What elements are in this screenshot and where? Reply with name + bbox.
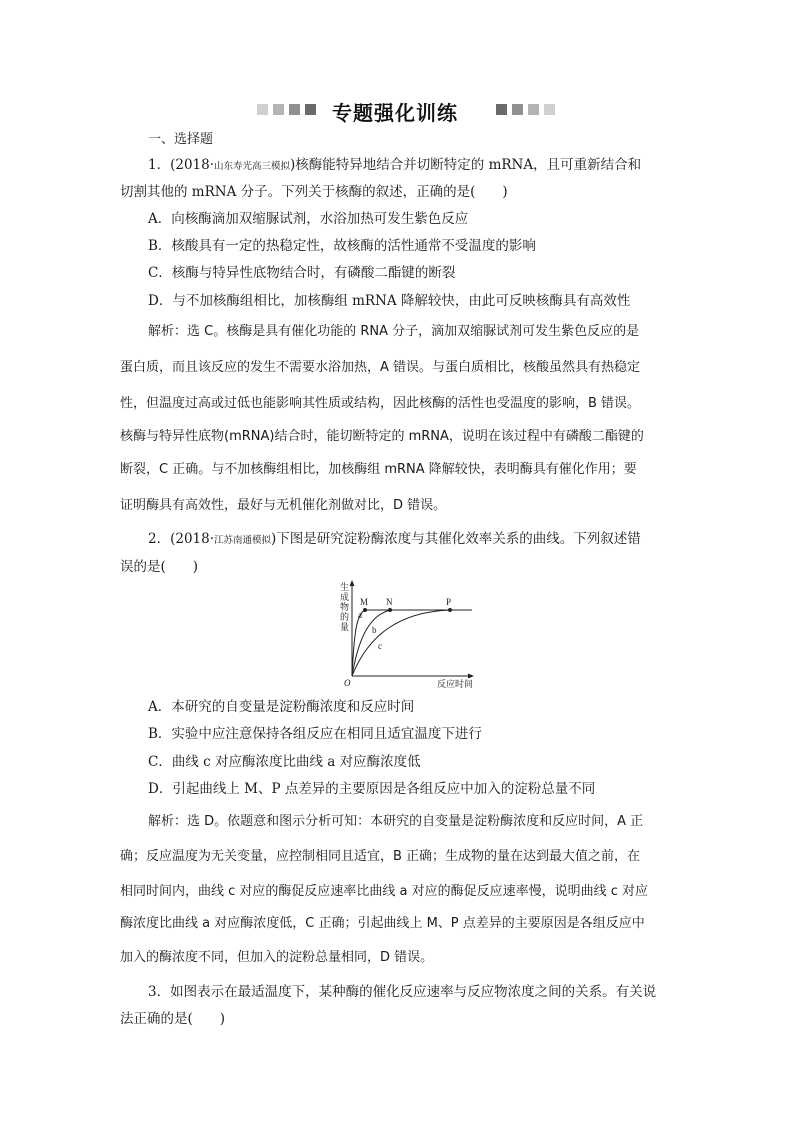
decor-square-icon: [496, 104, 507, 115]
decor-square-icon: [289, 104, 300, 115]
q3-stem-line-1: 3．如图表示在最适温度下，某种酶的催化反应速率与反应物浓度之间的关系。有关说: [148, 984, 657, 1000]
q1-answer-line: 核酶与特异性底物(mRNA)结合时，能切断特定的 mRNA，说明在该过程中有磷酸二酯键的: [120, 429, 644, 444]
q3-stem-line-2: 法正确的是( ): [120, 1011, 226, 1027]
q1-option-a: A．向核酶滴加双缩脲试剂，水浴加热可发生紫色反应: [148, 211, 469, 227]
q1-answer-line: 断裂，C 正确。与不加核酶组相比，加核酶组 mRNA 降解较快，表明酶具有催化作用；要: [120, 462, 637, 477]
x-axis-arrow-icon: [468, 674, 474, 679]
label-b: b: [372, 625, 377, 635]
q2-answer-line: 确；反应温度为无关变量，应控制相同且适宜，B 正确；生成物的量在达到最大值之前，在: [120, 849, 641, 864]
q1-source: 山东寿光高三模拟: [214, 161, 291, 172]
q1-option-c: C．核酶与特异性底物结合时，有磷酸二酯键的断裂: [148, 265, 456, 281]
decor-square-icon: [273, 104, 284, 115]
point-labels: [360, 597, 451, 607]
q1-answer-line: 证明酶具有高效性，最好与无机催化剂做对比，D 错误。: [120, 498, 447, 513]
curves: [352, 610, 472, 676]
svg-text:生: 生: [340, 582, 350, 592]
decor-square-icon: [544, 104, 555, 115]
point-n: [388, 608, 392, 612]
q2-answer-line: 解析：选 D。依题意和图示分析可知：本研究的自变量是淀粉酶浓度和反应时间，A 正: [148, 814, 644, 829]
curve-c: [352, 610, 450, 676]
svg-text:成: 成: [340, 592, 350, 602]
label-p: P: [446, 597, 452, 607]
q2-answer-line: 加入的酶浓度不同，但加入的淀粉总量相同，D 错误。: [120, 950, 434, 965]
q2-stem-line-1: 2．(2018·江苏南通模拟)下图是研究淀粉酶浓度与其催化效率关系的曲线。下列叙述错: [148, 531, 641, 547]
q2-option-b: B．实验中应注意保持各组反应在相同且适宜温度下进行: [148, 726, 482, 742]
q2-option-d: D．引起曲线上 M、P 点差异的主要原因是各组反应中加入的淀粉总量不同: [148, 781, 596, 797]
section-heading: 一、选择题: [148, 132, 214, 147]
y-axis-label: [340, 581, 349, 632]
q1-answer-line: 解析：选 C。核酶是具有催化功能的 RNA 分子，滴加双缩脲试剂可发生紫色反应的是: [148, 324, 640, 339]
q1-stem-line-1: 1．(2018·山东寿光高三模拟)核酶能特异地结合并切断特定的 mRNA，且可重新结合和: [148, 157, 642, 173]
q2-stem-line-2: 误的是( ): [120, 559, 199, 575]
label-a: a: [358, 610, 362, 620]
label-n: N: [386, 597, 393, 607]
q2-answer-line: 酶浓度比曲线 a 对应酶浓度低，C 正确；引起曲线上 M、P 点差异的主要原因是各组反应中: [120, 916, 645, 931]
q1-answer-line: 蛋白质，而且该反应的发生不需要水浴加热，A 错误。与蛋白质相比，核酸虽然具有热稳定: [120, 360, 641, 375]
q2-source: 江苏南通模拟: [214, 535, 272, 546]
decor-square-icon: [257, 104, 268, 115]
q1-option-b: B．核酸具有一定的热稳定性，故核酶的活性通常不受温度的影响: [148, 238, 536, 254]
point-m: [363, 608, 367, 612]
enzyme-concentration-graph: [320, 576, 490, 691]
q2-option-a: A．本研究的自变量是淀粉酶浓度和反应时间: [148, 699, 415, 715]
point-p: [448, 608, 452, 612]
q2-option-c: C．曲线 c 对应酶浓度比曲线 a 对应酶浓度低: [148, 754, 421, 770]
y-axis-arrow-icon: [350, 580, 355, 586]
decor-square-icon: [528, 104, 539, 115]
q1-stem-line-2: 切割其他的 mRNA 分子。下列关于核酶的叙述，正确的是( ): [120, 184, 508, 200]
x-axis-label: 反应时间: [437, 679, 474, 689]
decor-square-icon: [512, 104, 523, 115]
q1-option-d: D．与不加核酶组相比，加核酶组 mRNA 降解较快，由此可反映核酶具有高效性: [148, 293, 631, 309]
svg-text:物: 物: [340, 602, 350, 612]
curve-a: [352, 610, 472, 676]
label-c: c: [378, 641, 382, 651]
q2-answer-line: 相同时间内，曲线 c 对应的酶促反应速率比曲线 a 对应的酶促反应速率慢，说明曲线 c 对应: [120, 884, 649, 899]
svg-text:的: 的: [340, 612, 350, 622]
label-m: M: [360, 597, 369, 607]
decor-square-icon: [305, 104, 316, 115]
origin-label: O: [344, 678, 351, 688]
graph-axes: [352, 584, 470, 676]
svg-text:量: 量: [340, 622, 350, 632]
title-banner: [0, 96, 794, 124]
page-title: 专题强化训练: [332, 101, 458, 125]
q1-answer-line: 性，但温度过高或过低也能影响其性质或结构，因此核酶的活性也受温度的影响，B 错误。: [120, 396, 641, 411]
